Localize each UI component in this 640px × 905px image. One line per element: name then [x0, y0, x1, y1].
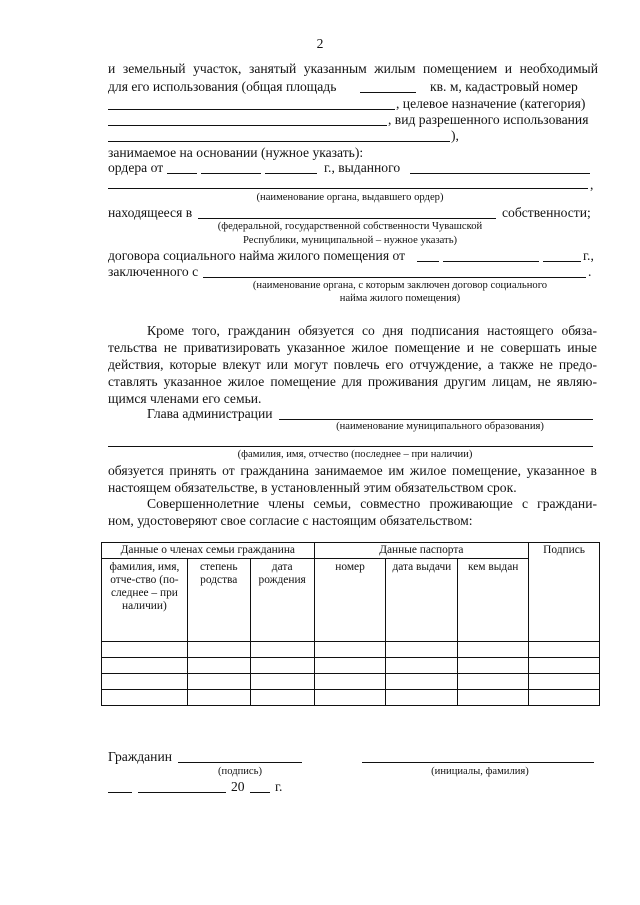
- date-month-blank[interactable]: [138, 792, 226, 793]
- paragraph-line-2: тельства не приватизировать указанное жилое помещение и не совершать иные: [108, 340, 597, 355]
- family-members-table: [101, 542, 600, 706]
- area-blank[interactable]: [360, 92, 416, 93]
- lease-year-blank[interactable]: [543, 261, 581, 262]
- lease-day-blank[interactable]: [417, 261, 439, 262]
- header-signature: Подпись: [529, 543, 600, 642]
- year-suffix: г.: [275, 779, 283, 794]
- text-line-5: ),: [451, 128, 459, 143]
- header-family-data: Данные о членах семьи гражданина: [102, 543, 315, 559]
- caption-initials: (инициалы, фамилия): [431, 766, 529, 777]
- order-day-blank[interactable]: [167, 173, 197, 174]
- table-row: [102, 674, 600, 690]
- text-line-6: занимаемое на основании (нужное указать):: [108, 145, 364, 160]
- obligation-line-1: обязуется принять от гражданина занимаемое им жилое помещение, указанное в: [108, 463, 597, 478]
- date-day-blank[interactable]: [108, 792, 132, 793]
- table-row: [102, 690, 600, 706]
- paragraph-line-3: действия, которые влекут или могут повлечь его отчуждение, а также не предо-: [108, 357, 597, 372]
- text-line-1: и земельный участок, занятый указанным жилым помещением и необходимый: [108, 61, 598, 76]
- caption-municipality: (наименование муниципального образования): [336, 421, 544, 432]
- table-row: [102, 642, 600, 658]
- order-issuer-blank-2[interactable]: [108, 188, 588, 189]
- family-consent-line-2: ном, удостоверяют свое согласие с настоящим обязательством:: [108, 513, 473, 528]
- page-number: 2: [316, 36, 324, 51]
- family-consent-line-1: Совершеннолетние члены семьи, совместно проживающие с граждани-: [147, 496, 597, 511]
- caption-signature: (подпись): [218, 766, 262, 777]
- head-name-blank[interactable]: [108, 446, 593, 447]
- year-prefix: 20: [231, 779, 245, 794]
- caption-ownership-2: Республики, муниципальной – нужное указать): [242, 235, 458, 246]
- order-month-blank[interactable]: [201, 173, 261, 174]
- paragraph-line-1: Кроме того, гражданин обязуется со дня подписания настоящего обяза-: [147, 323, 597, 338]
- header-full-name: фамилия, имя, отче-ство (по-следнее – при наличии): [102, 559, 188, 642]
- text-line-9b: собственности;: [502, 205, 591, 220]
- text-line-7b: г., выданного: [324, 160, 401, 175]
- caption-lease-2: найма жилого помещения): [339, 293, 461, 304]
- lease-counterparty-blank[interactable]: [203, 277, 586, 278]
- text-line-11a: заключенного с: [108, 264, 199, 279]
- text-line-10b: г.,: [583, 248, 594, 263]
- head-label: Глава администрации: [147, 406, 273, 421]
- header-birth-date: дата рождения: [250, 559, 314, 642]
- lease-month-blank[interactable]: [443, 261, 539, 262]
- text-line-7a: ордера от: [108, 160, 164, 175]
- header-relation: степень родства: [187, 559, 250, 642]
- header-issued-by: кем выдан: [458, 559, 529, 642]
- text-line-10a: договора социального найма жилого помещения от: [108, 248, 406, 263]
- text-line-4: , вид разрешенного использования: [388, 112, 589, 127]
- header-issue-date: дата выдачи: [386, 559, 458, 642]
- text-line-2a: для его использования (общая площадь: [108, 79, 337, 94]
- date-year-blank[interactable]: [250, 792, 270, 793]
- obligation-line-2: настоящем обязательстве, в установленный этим обязательством срок.: [108, 480, 517, 495]
- citizen-label: Гражданин: [108, 749, 172, 764]
- order-issuer-blank[interactable]: [410, 173, 590, 174]
- purpose-category-blank[interactable]: [108, 125, 387, 126]
- ownership-blank[interactable]: [198, 218, 496, 219]
- caption-head-name: (фамилия, имя, отчество (последнее – при наличии): [237, 449, 473, 460]
- order-year-blank[interactable]: [265, 173, 317, 174]
- table-row: [102, 658, 600, 674]
- header-passport-data: Данные паспорта: [314, 543, 528, 559]
- text-line-3: , целевое назначение (категория): [396, 96, 586, 111]
- citizen-signature-blank[interactable]: [178, 762, 302, 763]
- text-line-8: ,: [590, 177, 594, 192]
- permitted-use-blank[interactable]: [108, 141, 450, 142]
- caption-ownership-1: (федеральной, государственной собственности Чувашской: [217, 221, 483, 232]
- cadastral-number-blank[interactable]: [108, 109, 395, 110]
- text-line-9a: находящееся в: [108, 205, 193, 220]
- caption-order-issuer: (наименование органа, выдавшего ордер): [256, 192, 444, 203]
- caption-lease-1: (наименование органа, с которым заключен договор социального: [252, 280, 548, 291]
- paragraph-line-5: щимся членами его семьи.: [108, 391, 262, 406]
- citizen-initials-blank[interactable]: [362, 762, 594, 763]
- text-line-11b: .: [588, 264, 592, 279]
- text-line-2b: кв. м, кадастровый номер: [430, 79, 578, 94]
- paragraph-line-4: ставлять указанное жилое помещение для проживания другим лицам, не являю-: [108, 374, 597, 389]
- header-passport-number: номер: [314, 559, 386, 642]
